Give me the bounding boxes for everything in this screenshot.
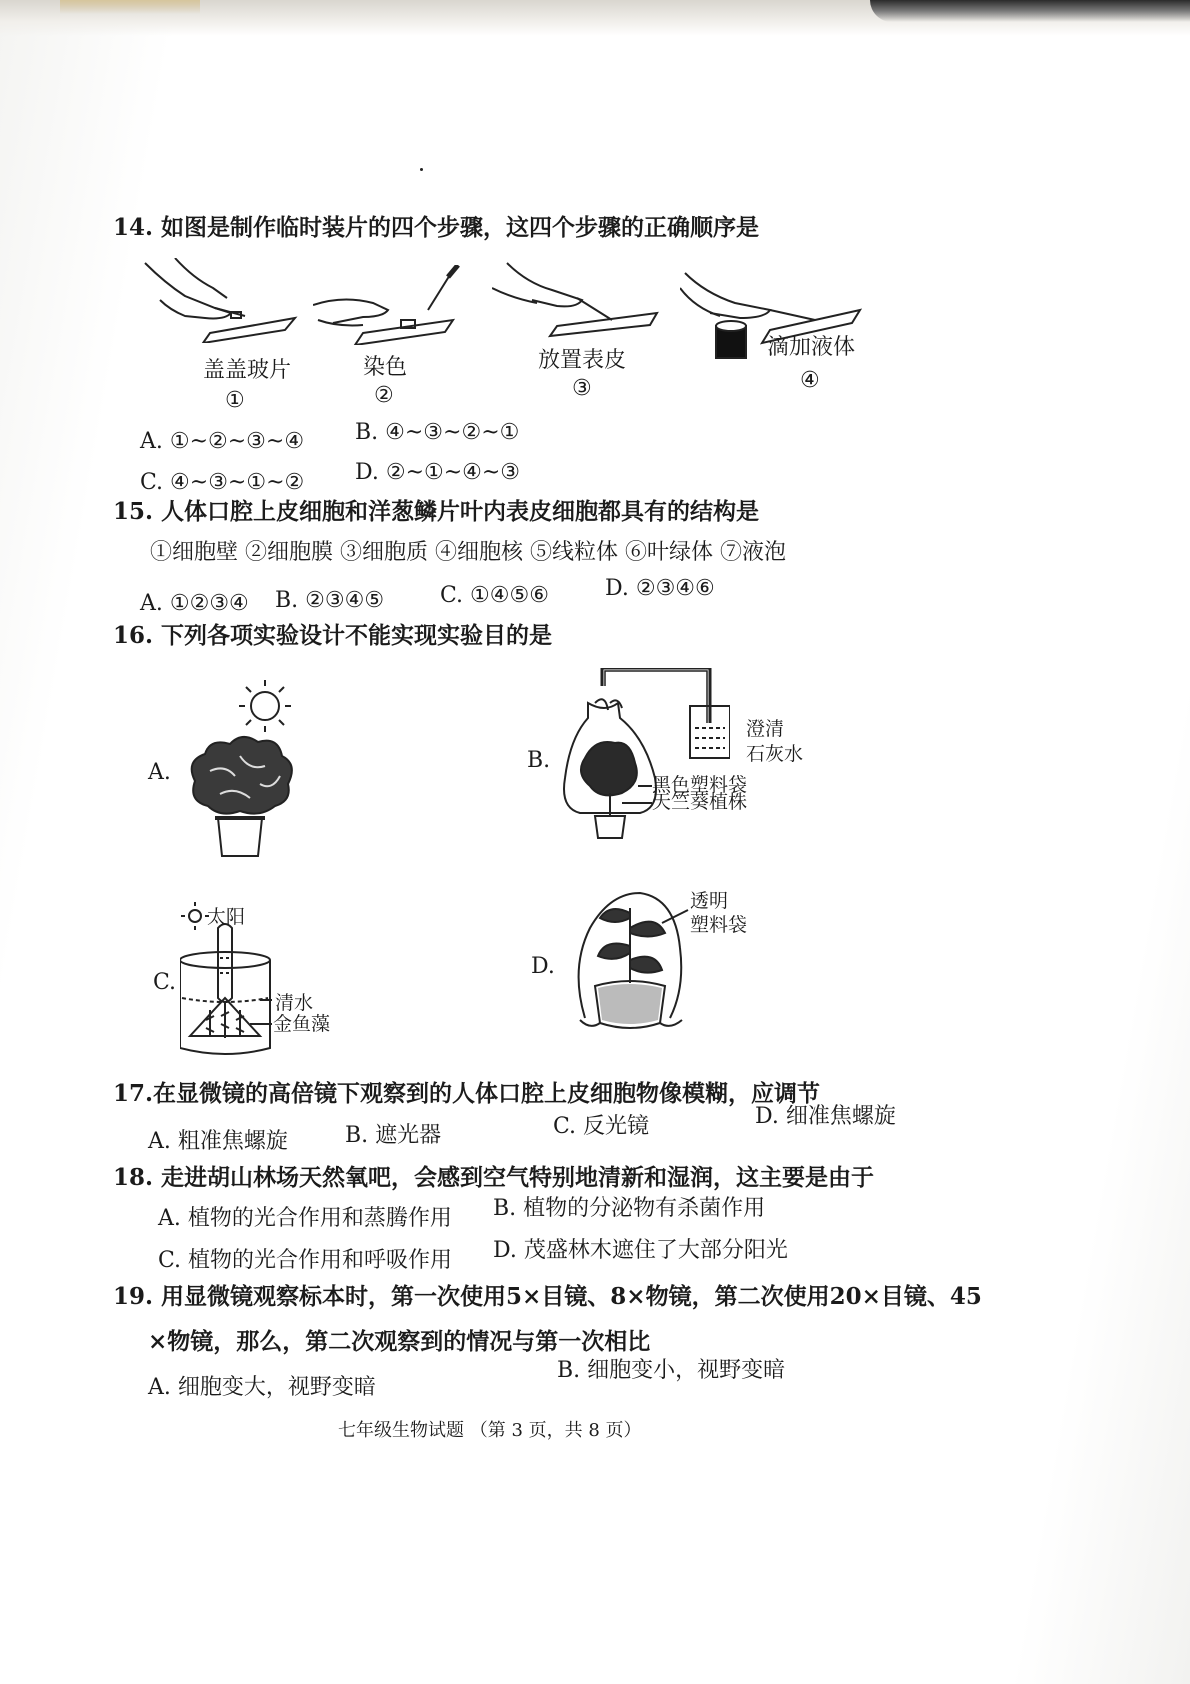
page-edge-dark [870,0,1190,22]
question-19-stem-line-1: 19. 用显微镜观察标本时，第一次使用5×目镜、8×物镜，第二次使用20×目镜、45 [113,1283,982,1310]
label-goldfish-weed: 金鱼藻 [273,1013,331,1035]
q16-figure-d-plant-in-bag [570,888,690,1038]
step-1-label: 盖盖玻片 [203,358,292,383]
q15-option-d: D. ②③④⑥ [605,576,715,601]
label-plastic-bag: 塑料袋 [690,914,748,936]
q15-structure-list: ①细胞壁 ②细胞膜 ③细胞质 ④细胞核 ⑤线粒体 ⑥叶绿体 ⑦液泡 [150,540,786,565]
page-footer: 七年级生物试题 （第 3 页，共 8 页） [338,1420,642,1441]
q19-option-a: A. 细胞变大，视野变暗 [148,1375,376,1400]
q18-option-b: B. 植物的分泌物有杀菌作用 [493,1196,766,1221]
step-4-number: ④ [800,368,820,393]
label-limewater: 石灰水 [746,743,804,765]
q18-option-a: A. 植物的光合作用和蒸腾作用 [158,1206,452,1231]
question-17-stem: 17.在显微镜的高倍镜下观察到的人体口腔上皮细胞物像模糊，应调节 [113,1080,821,1107]
question-19-stem-line-2: ×物镜，那么，第二次观察到的情况与第一次相比 [148,1328,651,1355]
q16-figure-b-bag-limewater [560,668,730,843]
q14-option-a: A. ①~②~③~④ [140,429,305,454]
q17-option-a: A. 粗准焦螺旋 [148,1129,288,1154]
q14-option-c: C. ④~③~①~② [140,470,305,495]
q18-option-c: C. 植物的光合作用和呼吸作用 [158,1248,453,1273]
q14-option-b: B. ④~③~②~① [355,420,520,445]
step-2-illustration [313,265,473,345]
q16-figure-a-letter: A. [148,760,171,785]
q17-option-b: B. 遮光器 [345,1123,442,1148]
label-sun: 太阳 [207,906,246,928]
step-1-number: ① [225,388,245,413]
label-black-plastic-bag: 黑色塑料袋 [652,774,748,796]
question-16-stem: 16. 下列各项实验设计不能实现实验目的是 [113,622,553,649]
label-geranium-plant: 天竺葵植株 [652,791,748,813]
page-edge-tint [60,0,200,14]
step-3-number: ③ [572,376,592,401]
q17-option-c: C. 反光镜 [553,1114,650,1139]
question-14-stem: 14. 如图是制作临时装片的四个步骤，这四个步骤的正确顺序是 [113,214,760,241]
question-18-stem: 18. 走进胡山林场天然氧吧，会感到空气特别地清新和湿润，这主要是由于 [113,1164,875,1191]
step-2-number: ② [374,383,394,408]
q18-option-d: D. 茂盛林木遮住了大部分阳光 [493,1238,788,1263]
q16-figure-b-letter: B. [527,748,551,773]
q17-option-d: D. 细准焦螺旋 [755,1104,896,1129]
q16-figure-c-letter: C. [153,970,177,995]
q15-option-a: A. ①②③④ [140,591,249,616]
step-3-label: 放置表皮 [538,348,627,373]
label-clear: 澄清 [746,718,785,740]
q16-figure-a-plant-in-sun [180,676,310,861]
q16-figure-d-letter: D. [531,954,555,979]
question-15-stem: 15. 人体口腔上皮细胞和洋葱鳞片叶内表皮细胞都具有的结构是 [113,498,760,525]
step-3-illustration [492,258,667,338]
ink-speck [420,168,423,171]
label-transparent: 透明 [690,890,729,912]
q14-option-d: D. ②~①~④~③ [355,460,521,485]
step-1-illustration [135,258,305,343]
label-clear-water: 清水 [275,992,314,1014]
step-2-label: 染色 [363,355,408,380]
q19-option-b: B. 细胞变小，视野变暗 [557,1358,786,1383]
q15-option-b: B. ②③④⑤ [275,588,385,613]
step-4-label: 滴加液体 [767,335,856,360]
q15-option-c: C. ①④⑤⑥ [440,583,549,608]
